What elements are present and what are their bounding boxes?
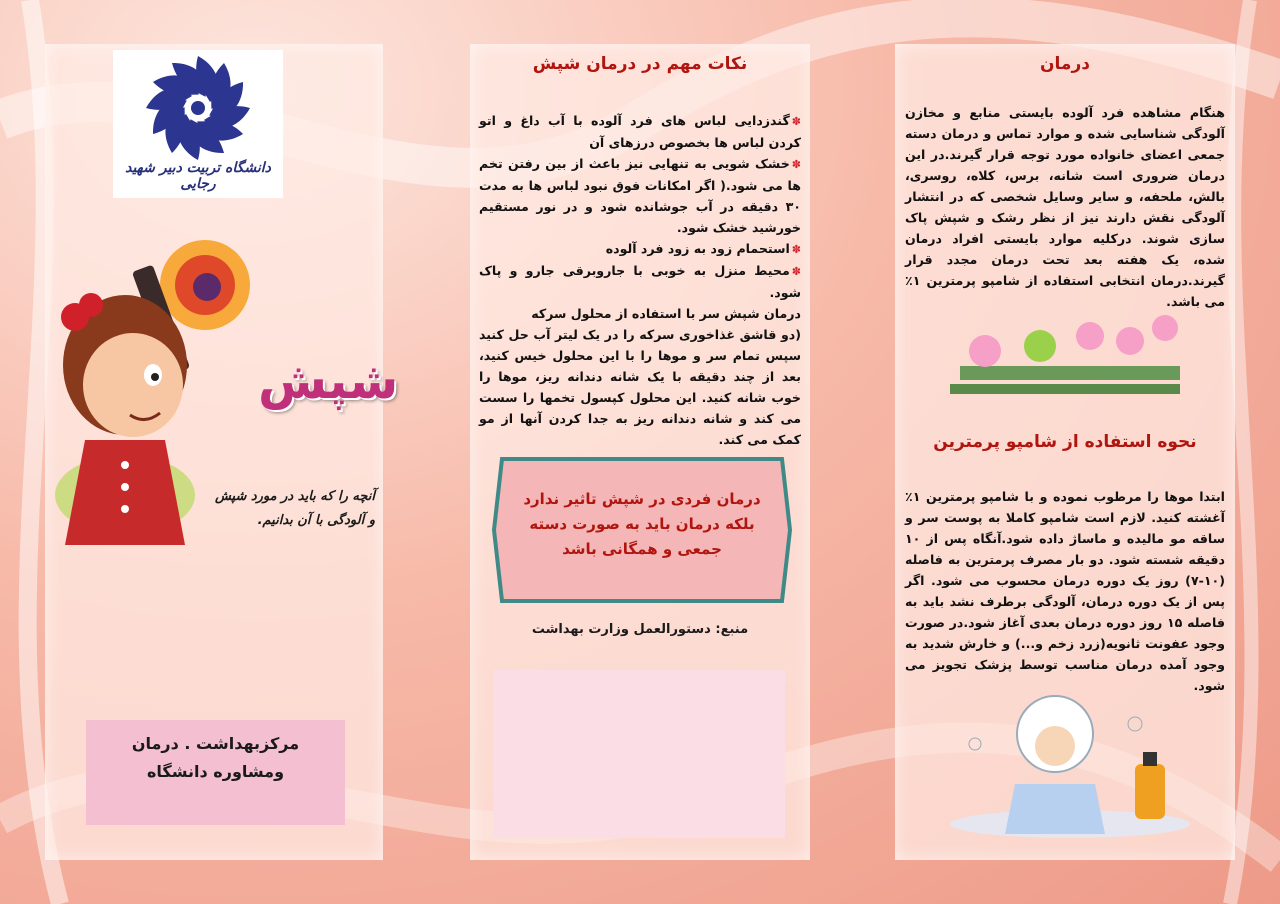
vinegar-title: درمان شپش سر با استفاده از محلول سرکه: [531, 306, 801, 321]
logo-emblem-icon: [113, 50, 283, 170]
right-text-1: هنگام مشاهده فرد آلوده بایستی منابع و مخازن آلودگی شناسایی شده و موارد تماس و درمان دسته جمعی اعضای خانواده مورد توجه قرار گیرند.در این درمان ضروری است شانه، برس، کلاه، روسری، بالش، ملحفه، و سایر وسایل شخصی که در انتشار آلودگی نقش دارند نیز از نظر رشک و شپش پاک سازی شوند. درکلیه موارد بایستی افراد درمان شده، یک هفته بعد تحت درمان مجدد قرار گیرند.درمان انتخابی استفاده از شامپو پرمترین ۱٪ می باشد.: [905, 105, 1225, 309]
vinegar-text: (دو قاشق غذاخوری سرکه را در یک لیتر آب حل کنید سپس تمام سر و موها را با این محلول خیس کنید، بعد از چند دقیقه با یک شانه دندانه ریز، موها را خوب شانه کنید. این محلول کپسول تخمها را سست می کند و شانه دندانه ریز به جدا کردن آنها از مو کمک می کند.: [479, 327, 801, 447]
right-text-2: ابتدا موها را مرطوب نموده و با شامپو پرمترین ۱٪ آغشته کنید. لازم است شامپو کاملا به پوست سر و ساقه مو مالیده و ماساژ داده شود.آنگاه پس از ۱۰ دقیقه شسته شود. دو بار مصرف پرمترین به فاصله (۱۰-۷) روز یک دوره درمان محسوب می شود. اگر پس از یک دوره درمان، آلودگی برطرف نشد باید به فاصله ۱۵ روز دوره درمان بعدی آغاز شود.در صورت وجود عفونت ثانویه(زرد زخم و...) و خارش شدید به وجود آمده درمان مناسب توسط پزشک تجویز می شود.: [905, 489, 1226, 693]
middle-body: [479, 110, 801, 450]
tagline-line-2: و آلودگی با آن بدانیم.: [257, 513, 375, 528]
lice-classroom-illustration: [950, 306, 1190, 416]
right-panel: [895, 44, 1235, 860]
source-text: منبع: دستورالعمل وزارت بهداشت: [531, 622, 749, 637]
bullet-item-1: ✽گندزدایی لباس های فرد آلوده با آب داغ و اتو کردن لباس ها بخصوص درزهای آن: [479, 113, 801, 150]
health-center-box: [86, 720, 345, 825]
bullet-item-3: ✽استحمام زود به زود فرد آلوده: [605, 241, 801, 256]
tagline-line-1: آنچه را که باید در مورد شپش: [214, 489, 375, 504]
middle-heading: نکات مهم در درمان شپش: [532, 54, 748, 74]
quote-text: درمان فردی در شپش تاثیر ندارد بلکه درمان باید به صورت دسته جمعی و همگانی باشد: [523, 490, 761, 558]
brand-title: شپش: [258, 352, 399, 410]
bullet-item-4: ✽محیط منزل به خوبی با جاروبرقی جارو و پاک شود.: [479, 263, 801, 300]
blank-pink-box: [493, 670, 785, 838]
shampoo-illustration: [945, 684, 1195, 839]
bullet-icon: ✽: [791, 265, 801, 278]
right-heading-2: نحوه استفاده از شامپو پرمترین: [933, 432, 1197, 452]
logo-text: دانشگاه تربیت دبیر شهید رجایی: [125, 160, 271, 192]
center-line-1: مرکزبهداشت . درمان: [131, 734, 300, 753]
university-logo: [113, 50, 283, 198]
bullet-item-2: ✽خشک شویی به تنهایی نیز باعث از بین رفتن تخم ها می شود.( اگر امکانات فوق نبود لباس ها به مدت ۳۰ دقیقه در آب جوشانده شود و در نور مستقیم خورشید خشک شود.: [479, 156, 801, 235]
bullet-icon: ✽: [791, 243, 801, 256]
bullet-icon: ✽: [791, 115, 801, 128]
tagline: [150, 485, 375, 533]
bullet-icon: ✽: [791, 158, 801, 171]
right-heading-1: درمان: [1040, 54, 1090, 74]
center-line-2: ومشاوره دانشگاه: [146, 762, 285, 781]
